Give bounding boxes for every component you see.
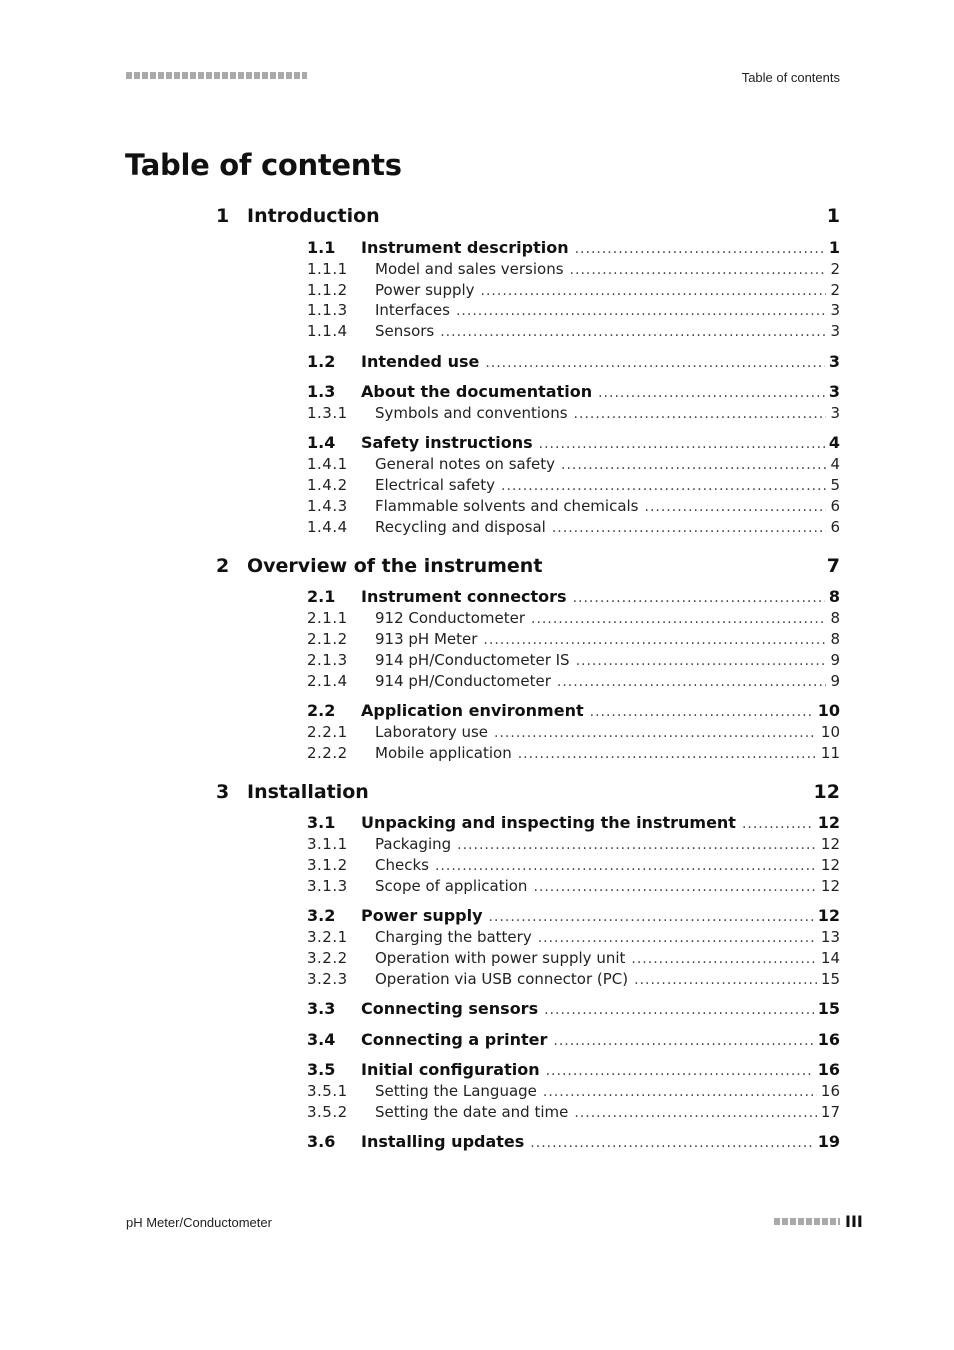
toc-number: 2.1.3 — [307, 651, 348, 669]
toc-number: 3 — [216, 781, 230, 803]
toc-subsection-1-4-1[interactable] — [307, 455, 840, 473]
toc-page: 4 — [828, 433, 840, 452]
toc-page: 9 — [830, 651, 840, 669]
toc-number: 2 — [216, 555, 230, 577]
toc-label: Sensors — [375, 322, 435, 340]
toc-number: 2.2.2 — [307, 744, 348, 762]
page-title: Table of contents — [125, 148, 402, 182]
toc-label: Laboratory use — [375, 723, 489, 741]
toc-label: Unpacking and inspecting the instrument — [361, 813, 736, 832]
toc-label: Power supply — [375, 281, 475, 299]
running-header: Table of contents — [741, 70, 840, 85]
toc-number: 3.5 — [307, 1060, 336, 1079]
toc-number: 2.1 — [307, 587, 336, 606]
toc-page: 17 — [820, 1103, 840, 1121]
toc-label: Checks — [375, 856, 429, 874]
toc-page: 11 — [820, 744, 840, 762]
toc-label: Instrument connectors — [361, 587, 567, 606]
toc-label: Flammable solvents and chemicals — [375, 497, 639, 515]
toc-label: Installing updates — [361, 1132, 525, 1151]
toc-page: 14 — [820, 949, 840, 967]
toc-section-2-2[interactable] — [307, 701, 840, 720]
toc-label: Recycling and disposal — [375, 518, 546, 536]
toc-label: About the documentation — [361, 382, 593, 401]
toc-subsection-1-3-1[interactable] — [307, 404, 840, 422]
toc-subsection-3-2-1[interactable] — [307, 928, 840, 946]
toc-subsection-2-1-1[interactable] — [307, 609, 840, 627]
toc-subsection-3-1-2[interactable] — [307, 856, 840, 874]
toc-label: 914 pH/Conductometer — [375, 672, 551, 690]
dot-leader — [440, 324, 826, 340]
toc-subsection-3-2-3[interactable] — [307, 970, 840, 988]
toc-label: Setting the date and time — [375, 1103, 569, 1121]
dot-leader — [553, 1033, 813, 1049]
toc-number: 1.4.3 — [307, 497, 348, 515]
footer-decoration — [774, 1218, 840, 1225]
toc-subsection-2-2-2[interactable] — [307, 744, 840, 762]
toc-page: 10 — [817, 701, 840, 720]
toc-subsection-2-1-4[interactable] — [307, 672, 840, 690]
toc-subsection-2-2-1[interactable] — [307, 723, 840, 741]
toc-label: Operation with power supply unit — [375, 949, 626, 967]
dot-leader — [634, 972, 817, 988]
toc-subsection-1-1-4[interactable] — [307, 322, 840, 340]
toc-subsection-1-1-3[interactable] — [307, 301, 840, 319]
toc-number: 1.3 — [307, 382, 336, 401]
toc-label: Model and sales versions — [375, 260, 564, 278]
toc-label: 914 pH/Conductometer IS — [375, 651, 570, 669]
toc-number: 1 — [216, 205, 230, 227]
toc-chapter-2[interactable] — [216, 555, 840, 577]
toc-label: Intended use — [361, 352, 480, 371]
toc-label: Installation — [247, 781, 369, 803]
toc-page: 15 — [820, 970, 840, 988]
toc-page: 10 — [820, 723, 840, 741]
toc-number: 1.1.3 — [307, 301, 348, 319]
toc-label: General notes on safety — [375, 455, 555, 473]
dot-leader — [435, 858, 817, 874]
toc-page: 8 — [828, 587, 840, 606]
toc-subsection-3-5-1[interactable] — [307, 1082, 840, 1100]
dot-leader — [539, 436, 825, 452]
toc-section-3-4[interactable] — [307, 1030, 840, 1049]
dot-leader — [570, 262, 827, 278]
toc-number: 2.2 — [307, 701, 336, 720]
dot-leader — [645, 499, 827, 515]
dot-leader — [531, 611, 826, 627]
toc-subsection-2-1-3[interactable] — [307, 651, 840, 669]
toc-number: 2.1.1 — [307, 609, 348, 627]
dot-leader — [631, 951, 817, 967]
toc-number: 1.4.1 — [307, 455, 348, 473]
toc-page: 12 — [820, 835, 840, 853]
toc-page: 9 — [830, 672, 840, 690]
toc-page: 2 — [830, 281, 840, 299]
toc-label: Initial configuration — [361, 1060, 540, 1079]
dot-leader — [530, 1135, 813, 1151]
toc-number: 3.5.1 — [307, 1082, 348, 1100]
toc-page: 12 — [820, 877, 840, 895]
toc-page: 12 — [817, 813, 840, 832]
toc-number: 1.1.1 — [307, 260, 348, 278]
toc-page: 8 — [830, 630, 840, 648]
toc-section-1-3[interactable] — [307, 382, 840, 401]
dot-leader — [501, 478, 826, 494]
toc-subsection-1-4-4[interactable] — [307, 518, 840, 536]
toc-subsection-1-1-1[interactable] — [307, 260, 840, 278]
toc-page: 12 — [817, 906, 840, 925]
toc-label: Mobile application — [375, 744, 512, 762]
page-number: III — [845, 1212, 863, 1231]
toc-number: 2.1.2 — [307, 630, 348, 648]
toc-number: 3.3 — [307, 999, 336, 1018]
toc-page: 19 — [817, 1132, 840, 1151]
dot-leader — [533, 879, 816, 895]
dot-leader — [552, 520, 827, 536]
toc-page: 16 — [817, 1060, 840, 1079]
toc-page: 3 — [830, 404, 840, 422]
dot-leader — [485, 355, 825, 371]
toc-label: Charging the battery — [375, 928, 532, 946]
dot-leader — [561, 457, 826, 473]
toc-label: Interfaces — [375, 301, 450, 319]
toc-label: Safety instructions — [361, 433, 533, 452]
toc-page: 12 — [813, 781, 840, 803]
toc-subsection-1-1-2[interactable] — [307, 281, 840, 299]
dot-leader — [575, 241, 825, 257]
toc-page: 2 — [830, 260, 840, 278]
dot-leader — [543, 1084, 817, 1100]
toc-page: 16 — [817, 1030, 840, 1049]
toc-subsection-3-5-2[interactable] — [307, 1103, 840, 1121]
toc-page: 12 — [820, 856, 840, 874]
toc-section-2-1[interactable] — [307, 587, 840, 606]
toc-label: Symbols and conventions — [375, 404, 568, 422]
toc-section-3-3[interactable] — [307, 999, 840, 1018]
toc-subsection-3-1-1[interactable] — [307, 835, 840, 853]
dot-leader — [489, 909, 814, 925]
toc-number: 2.1.4 — [307, 672, 348, 690]
dot-leader — [573, 590, 825, 606]
toc-label: 912 Conductometer — [375, 609, 526, 627]
toc-subsection-3-1-3[interactable] — [307, 877, 840, 895]
toc-subsection-3-2-2[interactable] — [307, 949, 840, 967]
toc-page: 7 — [826, 555, 840, 577]
toc-label: Scope of application — [375, 877, 528, 895]
dot-leader — [494, 725, 817, 741]
toc-number: 3.6 — [307, 1132, 336, 1151]
dot-leader — [518, 746, 817, 762]
dot-leader — [546, 1063, 814, 1079]
dot-leader — [598, 385, 825, 401]
toc-number: 3.1.1 — [307, 835, 348, 853]
toc-chapter-1[interactable] — [216, 205, 840, 227]
toc-number: 3.5.2 — [307, 1103, 348, 1121]
toc-number: 3.1.3 — [307, 877, 348, 895]
toc-number: 3.2.2 — [307, 949, 348, 967]
dot-leader — [483, 632, 826, 648]
header-decoration — [126, 72, 307, 79]
toc-number: 2.2.1 — [307, 723, 348, 741]
toc-label: Connecting sensors — [361, 999, 539, 1018]
toc-page: 5 — [830, 476, 840, 494]
toc-page: 3 — [830, 301, 840, 319]
toc-number: 3.2.3 — [307, 970, 348, 988]
toc-number: 1.4 — [307, 433, 336, 452]
dot-leader — [576, 653, 827, 669]
toc-number: 1.1.4 — [307, 322, 348, 340]
toc-label: Electrical safety — [375, 476, 495, 494]
toc-section-1-4[interactable] — [307, 433, 840, 452]
toc-section-3-5[interactable] — [307, 1060, 840, 1079]
toc-section-1-2[interactable] — [307, 352, 840, 371]
toc-page: 16 — [820, 1082, 840, 1100]
toc-number: 3.2 — [307, 906, 336, 925]
toc-label: Instrument description — [361, 238, 569, 257]
toc-page: 1 — [826, 205, 840, 227]
toc-label: Power supply — [361, 906, 483, 925]
dot-leader — [457, 837, 817, 853]
toc-label: Overview of the instrument — [247, 555, 543, 577]
toc-label: Application environment — [361, 701, 584, 720]
toc-section-1-1[interactable] — [307, 238, 840, 257]
toc-page: 3 — [830, 322, 840, 340]
toc-page: 8 — [830, 609, 840, 627]
dot-leader — [538, 930, 817, 946]
toc-number: 1.4.2 — [307, 476, 348, 494]
toc-subsection-1-4-2[interactable] — [307, 476, 840, 494]
toc-label: 913 pH Meter — [375, 630, 478, 648]
dot-leader — [456, 303, 826, 319]
toc-section-3-1[interactable] — [307, 813, 840, 832]
dot-leader — [481, 283, 827, 299]
dot-leader — [590, 704, 814, 720]
toc-chapter-3[interactable] — [216, 781, 840, 803]
toc-page: 4 — [830, 455, 840, 473]
dot-leader — [544, 1002, 814, 1018]
toc-number: 3.1 — [307, 813, 336, 832]
toc-number: 1.2 — [307, 352, 336, 371]
toc-label: Packaging — [375, 835, 452, 853]
dot-leader — [574, 1105, 817, 1121]
toc-number: 1.1 — [307, 238, 336, 257]
toc-page: 1 — [828, 238, 840, 257]
toc-page: 3 — [828, 382, 840, 401]
toc-section-3-2[interactable] — [307, 906, 840, 925]
toc-subsection-2-1-2[interactable] — [307, 630, 840, 648]
dot-leader — [574, 406, 827, 422]
toc-label: Connecting a printer — [361, 1030, 548, 1049]
toc-page: 3 — [828, 352, 840, 371]
running-footer: pH Meter/Conductometer — [126, 1215, 272, 1230]
toc-label: Setting the Language — [375, 1082, 537, 1100]
toc-section-3-6[interactable] — [307, 1132, 840, 1151]
toc-number: 1.1.2 — [307, 281, 348, 299]
toc-number: 1.4.4 — [307, 518, 348, 536]
toc-label: Operation via USB connector (PC) — [375, 970, 629, 988]
dot-leader — [742, 816, 814, 832]
toc-number: 3.1.2 — [307, 856, 348, 874]
dot-leader — [557, 674, 827, 690]
toc-number: 1.3.1 — [307, 404, 348, 422]
toc-number: 3.2.1 — [307, 928, 348, 946]
toc-page: 6 — [830, 518, 840, 536]
toc-page: 13 — [820, 928, 840, 946]
toc-subsection-1-4-3[interactable] — [307, 497, 840, 515]
toc-label: Introduction — [247, 205, 380, 227]
toc-page: 6 — [830, 497, 840, 515]
toc-number: 3.4 — [307, 1030, 336, 1049]
toc-page: 15 — [817, 999, 840, 1018]
